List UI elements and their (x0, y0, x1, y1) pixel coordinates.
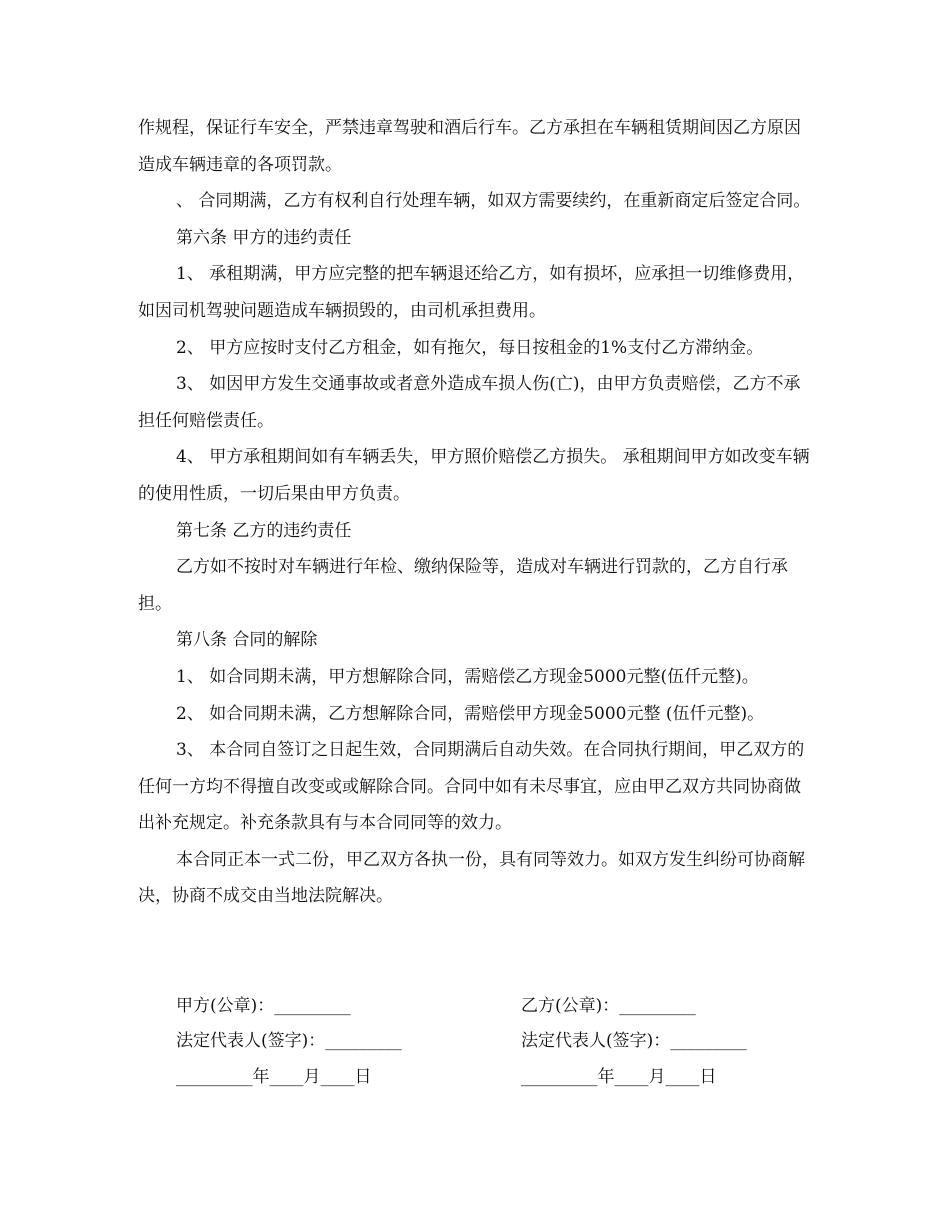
article-heading: 第六条 甲方的违约责任 (176, 227, 352, 248)
party-a-representative-line: 法定代表人(签字)：_________ (176, 1031, 402, 1051)
clause-paragraph: 3、 本合同自签订之日起生效，合同期满后自动失效。在合同执行期间，甲乙双方的任何一方均不得擅自改变或或解除合同。合同中如有未尽事宜，应由甲乙双方共同协商做出补充规定。补充条款具有与本合同同等的效力。 (138, 740, 805, 834)
clause-paragraph: 2、 甲方应按时支付乙方租金，如有拖欠，每日按租金的1%支付乙方滞纳金。 (176, 337, 764, 358)
clause-paragraph: 作规程，保证行车安全，严禁违章驾驶和酒后行车。乙方承担在车辆租赁期间因乙方原因造成车辆违章的各项罚款。 (138, 118, 801, 175)
party-a-date-line: _________年____月____日 (176, 1067, 372, 1087)
clause-paragraph: 3、 如因甲方发生交通事故或者意外造成车损人伤(亡)，由甲方负责赔偿，乙方不承担任何赔偿责任。 (138, 374, 801, 431)
clause-paragraph: 2、 如合同期未满，乙方想解除合同，需赔偿甲方现金5000元整 (伍仟元整)。 (176, 703, 765, 724)
clause-paragraph: 1、 承租期满，甲方应完整的把车辆退还给乙方，如有损坏，应承担一切维修费用，如因司机驾驶问题造成车辆损毁的，由司机承担费用。 (138, 264, 805, 321)
article-heading: 第八条 合同的解除 (176, 630, 318, 651)
article-heading: 第七条 乙方的违约责任 (176, 520, 352, 541)
party-a-seal-line: 甲方(公章)：_________ (176, 996, 351, 1016)
party-b-representative-line: 法定代表人(签字)：_________ (521, 1031, 747, 1051)
party-b-date-line: _________年____月____日 (521, 1067, 717, 1087)
contract-body (138, 110, 812, 915)
clause-paragraph: 乙方如不按时对车辆进行年检、缴纳保险等，造成对车辆进行罚款的，乙方自行承担。 (138, 557, 788, 614)
clause-paragraph: 4、 甲方承租期间如有车辆丢失，甲方照价赔偿乙方损失。 承租期间甲方如改变车辆的使用性质，一切后果由甲方负责。 (138, 447, 810, 504)
party-b-seal-line: 乙方(公章)：_________ (521, 996, 696, 1016)
clause-paragraph: 本合同正本一式二份，甲乙双方各执一份，具有同等效力。如双方发生纠纷可协商解决，协商不成交由当地法院解决。 (138, 849, 805, 907)
clause-paragraph: 、 合同期满，乙方有权利自行处理车辆，如双方需要续约，在重新商定后签定合同。 (176, 191, 811, 212)
clause-paragraph: 1、 如合同期未满，甲方想解除合同，需赔偿乙方现金5000元整(伍仟元整)。 (176, 666, 759, 687)
